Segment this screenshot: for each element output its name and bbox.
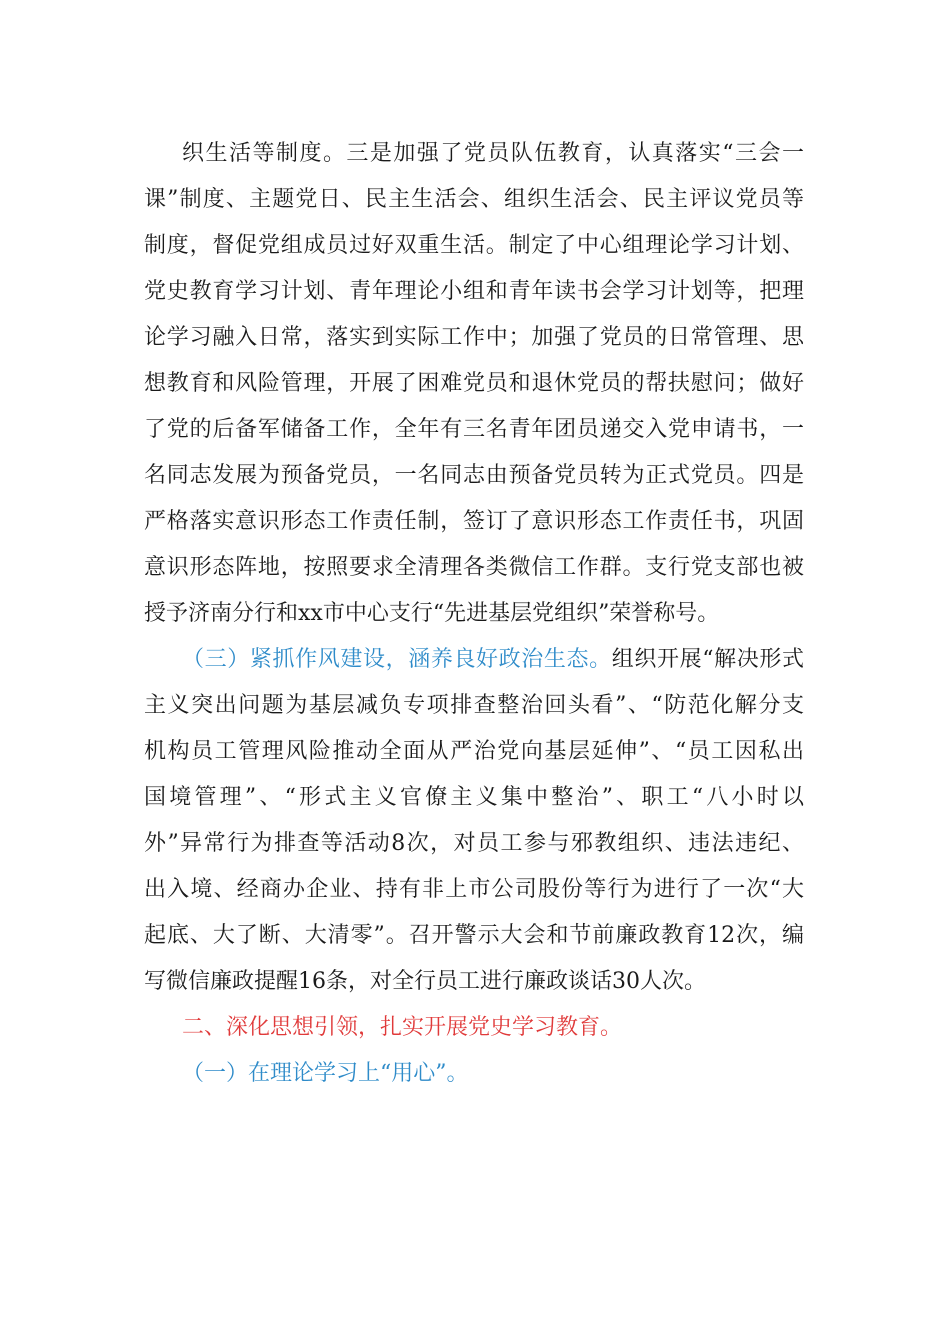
subheading-one: （一）在理论学习上“用心”。 bbox=[182, 1061, 469, 1086]
paragraph-line: 出入境、经商办企业、持有非上市公司股份等行为进行了一次“大 bbox=[144, 877, 804, 902]
paragraph-line: 严格落实意识形态工作责任制，签订了意识形态工作责任书，巩固 bbox=[144, 509, 804, 534]
paragraph-first-line bbox=[182, 642, 804, 678]
paragraph-line: 党史教育学习计划、青年理论小组和青年读书会学习计划等，把理 bbox=[144, 279, 804, 304]
paragraph-text: 组织开展“解决形式 bbox=[611, 647, 804, 672]
paragraph-line: 制度，督促党组成员过好双重生活。制定了中心组理论学习计划、 bbox=[144, 233, 804, 258]
paragraph-line: 了党的后备军储备工作，全年有三名青年团员递交入党申请书，一 bbox=[144, 417, 804, 442]
paragraph-line: 起底、大了断、大清零”。召开警示大会和节前廉政教育12次，编 bbox=[144, 923, 804, 948]
paragraph-line: 写微信廉政提醒16条，对全行员工进行廉政谈话30人次。 bbox=[144, 969, 706, 994]
section-heading: 二、深化思想引领，扎实开展党史学习教育。 bbox=[182, 1015, 623, 1040]
paragraph-line: 课”制度、主题党日、民主生活会、组织生活会、民主评议党员等 bbox=[144, 187, 804, 212]
paragraph-line: 织生活等制度。三是加强了党员队伍教育，认真落实“三会一 bbox=[182, 141, 804, 166]
paragraph-line: 机构员工管理风险推动全面从严治党向基层延伸”、“员工因私出 bbox=[144, 739, 804, 764]
paragraph-line: 外”异常行为排查等活动8次，对员工参与邪教组织、违法违纪、 bbox=[144, 831, 804, 856]
paragraph-line: 意识形态阵地，按照要求全清理各类微信工作群。支行党支部也被 bbox=[144, 555, 804, 580]
paragraph-line: 名同志发展为预备党员，一名同志由预备党员转为正式党员。四是 bbox=[144, 463, 804, 488]
subheading-three: （三）紧抓作风建设，涵养良好政治生态。 bbox=[182, 647, 612, 672]
paragraph-line: 主义突出问题为基层减负专项排查整治回头看”、“防范化解分支 bbox=[144, 693, 804, 718]
paragraph-line: 论学习融入日常，落实到实际工作中；加强了党员的日常管理、思 bbox=[144, 325, 804, 350]
paragraph-line: 想教育和风险管理，开展了困难党员和退休党员的帮扶慰问；做好 bbox=[144, 371, 804, 396]
paragraph-line: 国境管理”、“形式主义官僚主义集中整治”、职工“八小时以 bbox=[144, 785, 804, 810]
paragraph-line: 授予济南分行和xx市中心支行“先进基层党组织”荣誉称号。 bbox=[144, 601, 720, 626]
